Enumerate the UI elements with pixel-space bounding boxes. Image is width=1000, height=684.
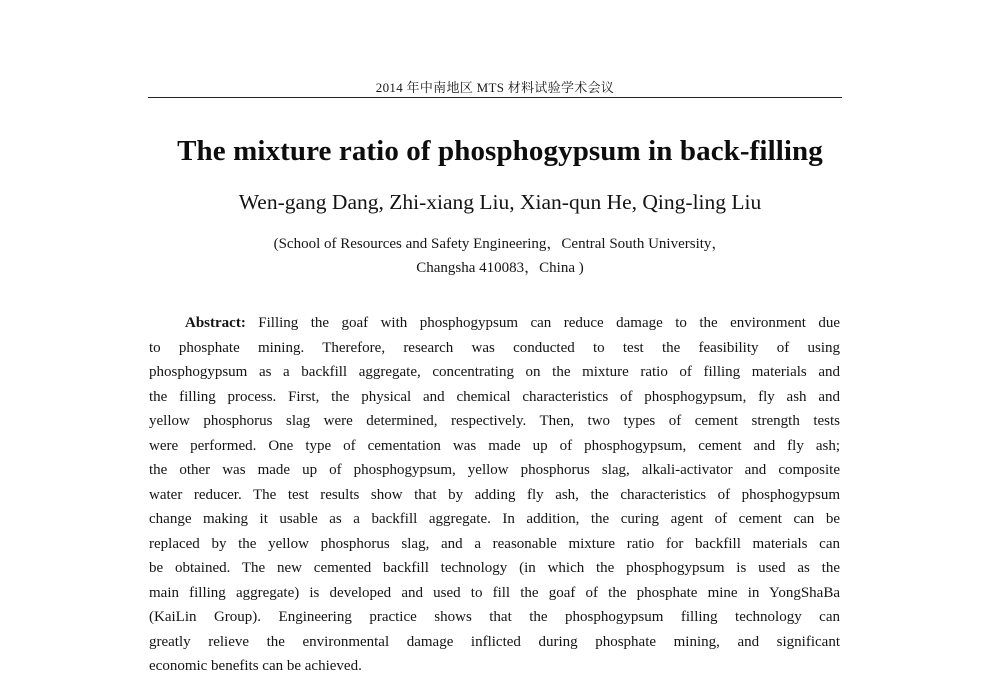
abstract-line: main filling aggregate) is developed and used to fill the goaf of the phosphate mine in YongShaBa bbox=[149, 584, 840, 601]
abstract-line: (KaiLin Group). Engineering practice shows that the phosphogypsum filling technology can bbox=[149, 609, 840, 625]
abstract-text: Filling the goaf with phosphogypsum can reduce damage to the environment due bbox=[258, 315, 841, 331]
abstract-line: the other was made up of phosphogypsum, yellow phosphorus slag, alkali-activator and composite bbox=[149, 462, 840, 478]
header-rule bbox=[148, 97, 842, 98]
abstract-line bbox=[149, 311, 840, 336]
abstract-line: change making it usable as a backfill aggregate. In addition, the curing agent of cement can be bbox=[149, 511, 840, 527]
abstract-line: be obtained. The new cemented backfill technology (in which the phosphogypsum is used as the bbox=[149, 560, 840, 576]
abstract-line: yellow phosphorus slag were determined, respectively. Then, two types of cement strength tests bbox=[149, 413, 840, 429]
abstract bbox=[149, 311, 840, 679]
running-header: 2014 年中南地区 MTS 材料试验学术会议 bbox=[375, 80, 615, 95]
paper-title: The mixture ratio of phosphogypsum in back-filling bbox=[177, 135, 823, 167]
abstract-line: phosphogypsum as a backfill aggregate, concentrating on the mixture ratio of filling materials and bbox=[149, 364, 840, 380]
abstract-line: greatly relieve the environmental damage inflicted during phosphate mining, and significant bbox=[149, 633, 840, 650]
author-list: Wen-gang Dang, Zhi-xiang Liu, Xian-qun He, Qing-ling Liu bbox=[238, 190, 762, 214]
affiliation-line-2: Changsha 410083，China ) bbox=[416, 260, 584, 276]
abstract-line: water reducer. The test results show that by adding fly ash, the characteristics of phosphogypsum bbox=[149, 486, 840, 503]
abstract-line: replaced by the yellow phosphorus slag, and a reasonable mixture ratio for backfill materials can bbox=[149, 535, 840, 552]
affiliation bbox=[150, 232, 850, 280]
abstract-line: economic benefits can be achieved. bbox=[149, 658, 362, 674]
abstract-label: Abstract: bbox=[185, 315, 246, 331]
abstract-line: were performed. One type of cementation was made up of phosphogypsum, cement and fly ash; bbox=[149, 437, 840, 454]
abstract-line: to phosphate mining. Therefore, research was conducted to test the feasibility of using bbox=[149, 339, 840, 356]
affiliation-line-1: (School of Resources and Safety Engineering，Central South University， bbox=[273, 236, 727, 252]
abstract-line: the filling process. First, the physical and chemical characteristics of phosphogypsum, fly ash and bbox=[149, 388, 840, 405]
